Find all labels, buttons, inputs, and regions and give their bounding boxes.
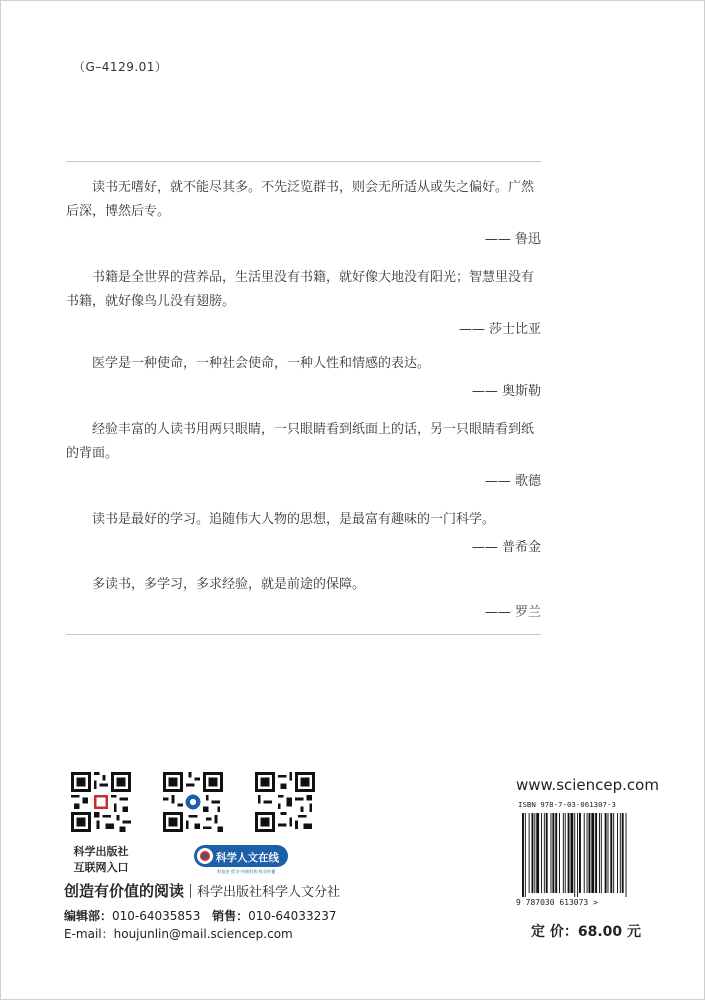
quote-block [66, 508, 541, 560]
isbn-barcode [514, 793, 644, 908]
email-address[interactable]: houjunlin@mail.sciencep.com [113, 927, 293, 941]
barcode-bar [599, 813, 600, 893]
barcode-bar [620, 813, 621, 893]
contact-email [64, 925, 293, 942]
slogan-separator [190, 884, 191, 898]
barcode-bar [555, 813, 557, 893]
website-link[interactable]: www.sciencep.com [516, 776, 659, 794]
quote-block [66, 176, 541, 252]
barcode-bar [525, 813, 526, 897]
barcode-bar [601, 813, 602, 893]
barcode-bar [617, 813, 618, 893]
barcode-bar [568, 813, 570, 893]
barcode-bar [589, 813, 591, 893]
barcode-digits: 9 787030 613073 > [516, 898, 598, 907]
qr-code-icon[interactable] [71, 772, 131, 832]
price: 定 价：68.00 元 [531, 924, 642, 940]
barcode-bar [584, 813, 585, 893]
barcode-bar [546, 813, 548, 893]
barcode-bar [559, 813, 560, 893]
quote-text: 经验丰富的人读书用两只眼睛，一只眼睛看到纸面上的话，另一只眼睛看到纸的背面。 [66, 422, 535, 461]
barcode-bar [574, 813, 575, 897]
barcode-bar [532, 813, 534, 893]
barcode-bar [608, 813, 609, 893]
barcode-bar [534, 813, 535, 893]
barcode-bar [565, 813, 566, 893]
quote-text: 医学是一种使命，一种社会使命，一种人性和情感的表达。 [92, 356, 431, 371]
top-divider [66, 161, 541, 162]
barcode-bars [522, 813, 627, 897]
quote-text: 读书是最好的学习。追随伟大人物的思想，是最富有趣味的一门科学。 [92, 512, 496, 527]
quote-author: —— 普希金 [471, 540, 541, 555]
quote-block [66, 352, 541, 404]
logo-text: 科学人文在线 [216, 852, 279, 864]
barcode-bar [551, 813, 552, 893]
quote-author: —— 鲁迅 [484, 232, 541, 247]
barcode-bar [552, 813, 554, 893]
qr-caption [61, 844, 141, 876]
quote-block [66, 573, 541, 625]
qr-code-icon[interactable] [255, 772, 315, 832]
barcode-bar [579, 813, 581, 893]
qr-code-icon[interactable] [163, 772, 223, 832]
barcode-bar [622, 813, 624, 893]
barcode-bar [605, 813, 607, 893]
barcode-bar [577, 813, 578, 897]
quote-author: —— 奥斯勒 [471, 384, 541, 399]
barcode-bar [587, 813, 588, 893]
isbn-text: ISBN 978-7-03-061307-3 [518, 800, 616, 809]
email-label: E-mail： [64, 927, 114, 941]
catalog-code: （G–4129.01） [73, 60, 168, 74]
qr-caption-line: 互联网入口 [73, 861, 129, 874]
sales-phone: 010-64033237 [248, 909, 337, 923]
quote-text: 书籍是全世界的营养品，生活里没有书籍，就好像大地没有阳光；智慧里没有书籍，就好像鸟儿没有翅膀。 [66, 270, 535, 309]
barcode-bar [591, 813, 594, 893]
quote-block [66, 266, 541, 342]
barcode-bar [626, 813, 627, 897]
barcode-bar [595, 813, 597, 893]
bottom-divider [66, 634, 541, 635]
sales-label: 销售： [212, 909, 249, 923]
barcode-bar [563, 813, 564, 893]
logo-tagline: 科技史·哲学·经典科普·科学传播 [217, 869, 276, 874]
barcode-bar [536, 813, 539, 893]
contact-phones [64, 907, 336, 924]
slogan [64, 880, 340, 901]
barcode-bar [541, 813, 542, 893]
barcode-bar [613, 813, 614, 893]
editorial-phone: 010-64035853 [112, 909, 201, 923]
slogan-publisher: 科学出版社科学人文分社 [197, 885, 341, 900]
barcode-bar [544, 813, 545, 893]
slogan-main: 创造有价值的阅读 [64, 882, 185, 900]
qr-caption-line: 科学出版社 [73, 845, 129, 858]
barcode-bar [522, 813, 524, 897]
quote-block [66, 418, 541, 494]
science-humanities-logo[interactable] [191, 841, 291, 875]
barcode-bar [570, 813, 573, 893]
barcode-bar [610, 813, 612, 893]
quote-text: 读书无嗜好，就不能尽其多。不先泛览群书，则会无所适从或失之偏好。广然后深，博然后专。 [66, 180, 535, 219]
barcode-bar [529, 813, 530, 893]
editorial-label: 编辑部： [64, 909, 113, 923]
quote-author: —— 罗兰 [484, 605, 541, 620]
quote-text: 多读书，多学习，多求经验，就是前途的保障。 [92, 577, 366, 592]
quote-author: —— 莎士比亚 [458, 322, 541, 337]
quote-author: —— 歌德 [484, 474, 541, 489]
